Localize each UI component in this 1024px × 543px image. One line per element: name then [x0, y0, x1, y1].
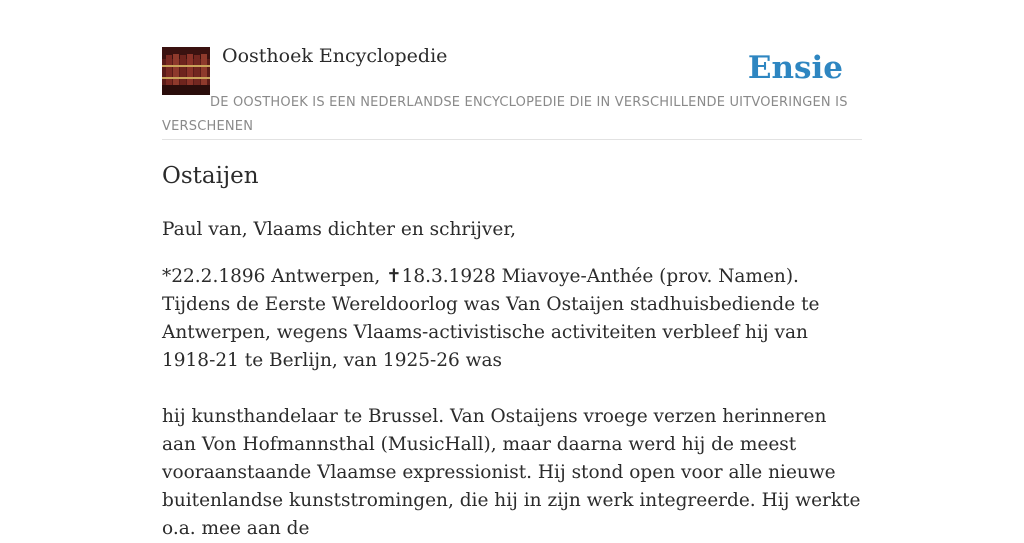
article-paragraph: Paul van, Vlaams dichter en schrijver,: [162, 219, 517, 240]
encyclopedia-books-icon[interactable]: [162, 47, 210, 95]
source-name[interactable]: Oosthoek Encyclopedie: [222, 45, 448, 67]
article-title: Ostaijen: [162, 163, 259, 189]
page-container: [162, 0, 862, 539]
article-paragraph: hij kunsthandelaar te Brussel. Van Ostaijens vroege verzen herinneren aan Von Hofmannsthal (MusicHall), maar daarna werd hij de meest vooraanstaande Vlaamse expressionist. Hij stond open voor alle nieuwe buitenlandse kunststromingen, die hij in zijn werk integreerde. Hij werkte o.a. mee aan de: [162, 406, 861, 539]
source-tagline: DE OOSTHOEK IS EEN NEDERLANDSE ENCYCLOPEDIE DIE IN VERSCHILLENDE UITVOERINGEN IS VERSCHENEN: [162, 95, 848, 134]
page-header: [162, 0, 862, 140]
article-paragraph: *22.2.1896 Antwerpen, ✝18.3.1928 Miavoye-Anthée (prov. Namen). Tijdens de Eerste Wereldoorlog was Van Ostaijen stadhuisbediende te Antwerpen, wegens Vlaams-activistische activiteiten verbleef hij van 1918-21 te Berlijn, van 1925-26 was: [162, 266, 820, 371]
ensie-logo[interactable]: Ensie: [747, 50, 843, 86]
